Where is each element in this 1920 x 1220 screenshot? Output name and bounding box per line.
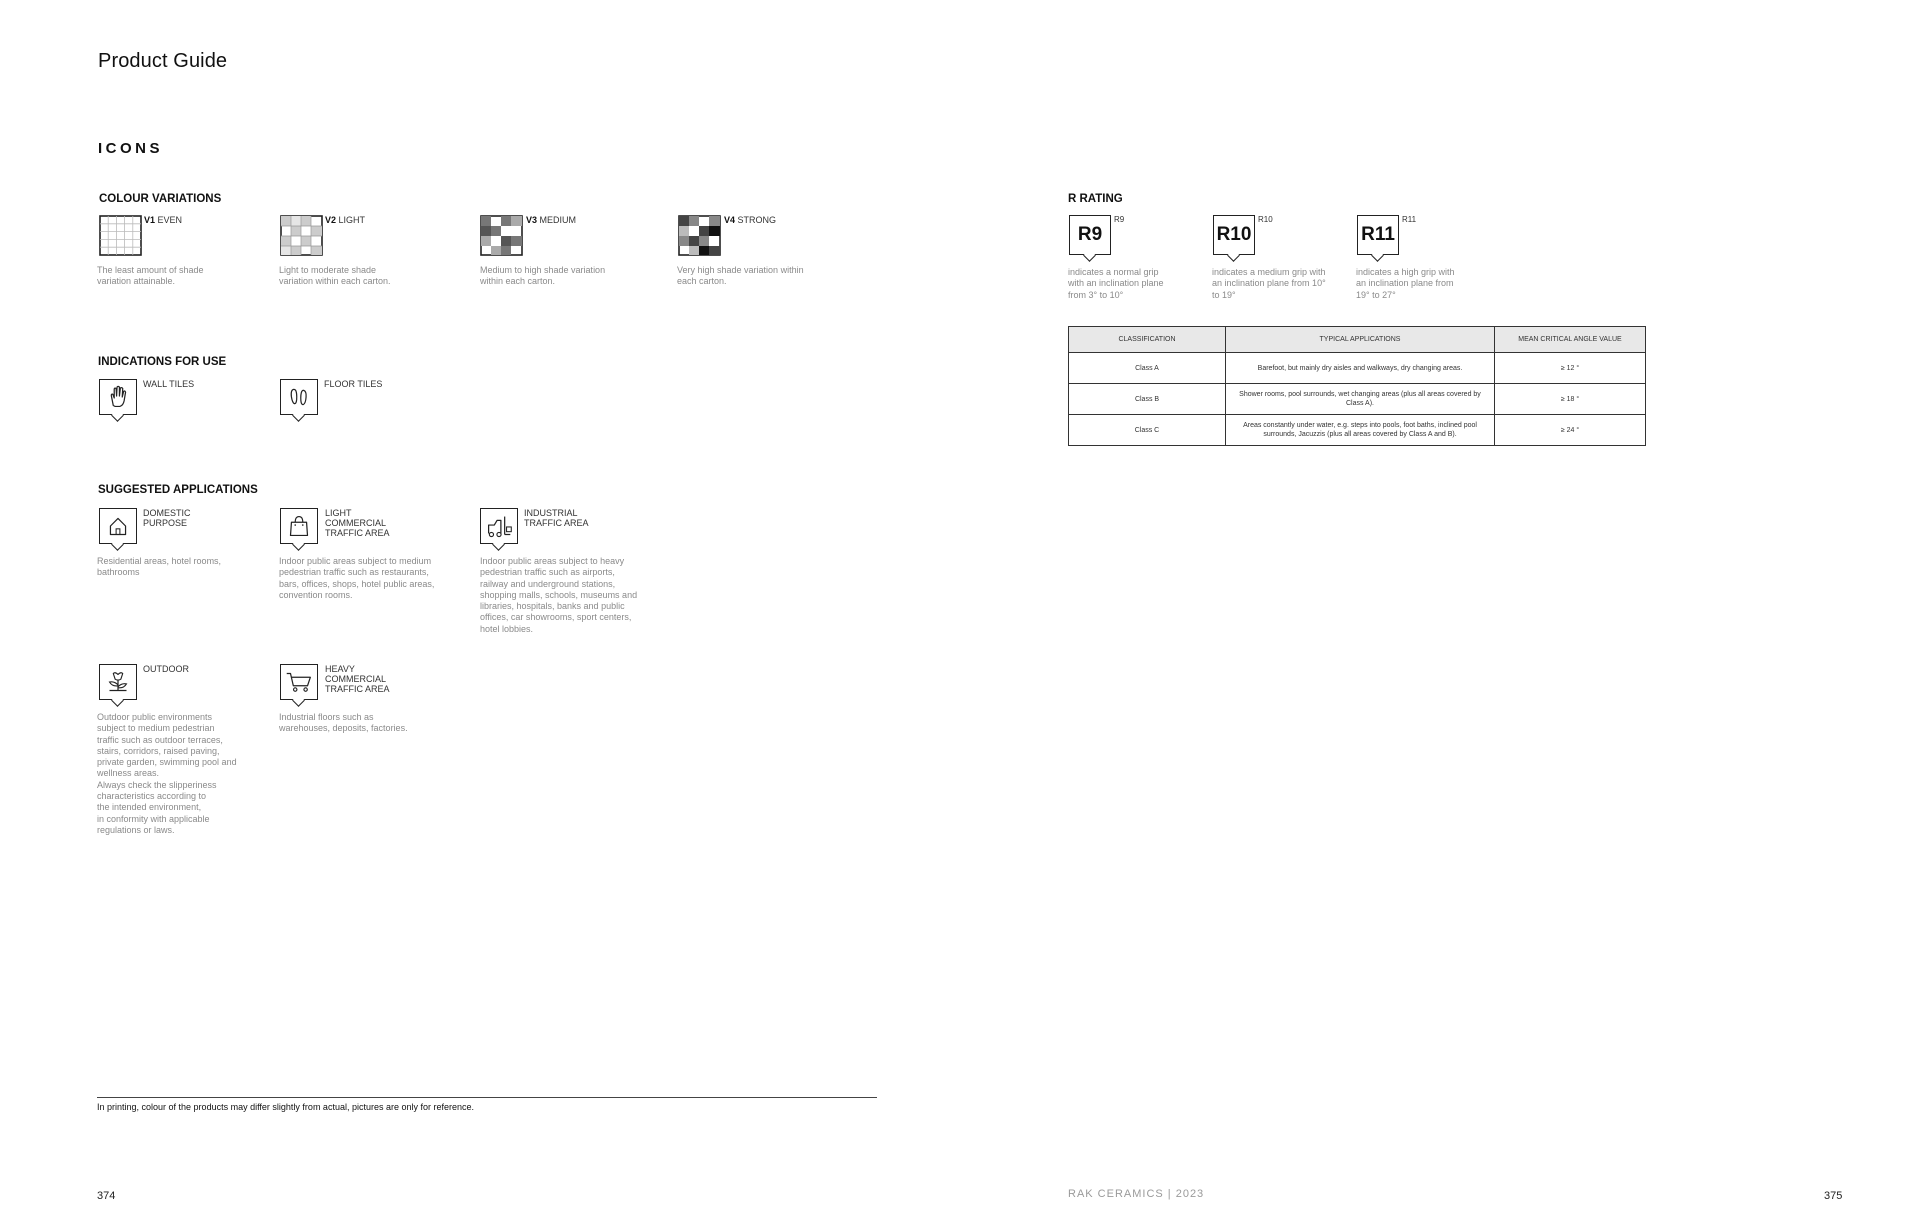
- industrial-label: INDUSTRIAL TRAFFIC AREA: [524, 508, 589, 528]
- v4-strong-icon: [678, 215, 722, 257]
- applications-cell: Shower rooms, pool surrounds, wet changing areas (plus all areas covered by Class A).: [1226, 384, 1495, 415]
- applications-cell: Areas constantly under water, e.g. steps into pools, foot baths, inclined pool surrounds, Jacuzzis (plus all areas covered by Class A and B).: [1226, 415, 1495, 446]
- r11-description: indicates a high grip with an inclination plane from 19° to 27°: [1356, 267, 1455, 300]
- r10-description: indicates a medium grip with an inclination plane from 10° to 19°: [1212, 267, 1326, 300]
- v3-label: V3 MEDIUM: [526, 215, 577, 225]
- left-page-number: 374: [97, 1190, 116, 1202]
- v1-even-icon: [99, 215, 143, 257]
- heavy-commercial-label: HEAVY COMMERCIAL TRAFFIC AREA: [325, 664, 390, 694]
- footer-divider: [97, 1097, 877, 1098]
- indications-heading: INDICATIONS FOR USE: [98, 356, 227, 368]
- shopping-bag-icon: [280, 508, 318, 544]
- brand-footer: RAK CERAMICS | 2023: [1068, 1188, 1205, 1200]
- v2-light-icon: [280, 215, 324, 257]
- r10-sup: R10: [1258, 215, 1273, 224]
- hand-icon: [99, 379, 137, 415]
- footprints-icon: [280, 379, 318, 415]
- angle-cell: ≥ 12 °: [1495, 353, 1646, 384]
- class-cell: Class C: [1069, 415, 1226, 446]
- v2-label: V2 LIGHT: [325, 215, 366, 225]
- r11-sup: R11: [1402, 215, 1417, 224]
- floor-tiles-label: FLOOR TILES: [324, 379, 383, 389]
- v1-description: The least amount of shade variation attainable.: [97, 265, 204, 287]
- shopping-cart-icon: [280, 664, 318, 700]
- wall-tiles-label: WALL TILES: [143, 379, 195, 389]
- class-cell: Class B: [1069, 384, 1226, 415]
- v4-description: Very high shade variation within each carton.: [677, 265, 804, 287]
- house-icon: [99, 508, 137, 544]
- header-mean-critical-angle: MEAN CRITICAL ANGLE VALUE: [1495, 327, 1646, 353]
- r11-badge: R11: [1357, 215, 1399, 255]
- table-row: [1069, 353, 1646, 384]
- domestic-label: DOMESTIC PURPOSE: [143, 508, 191, 528]
- applications-cell: Barefoot, but mainly dry aisles and walkways, dry changing areas.: [1226, 353, 1495, 384]
- plant-icon: [99, 664, 137, 700]
- v1-label: V1 EVEN: [144, 215, 183, 225]
- light-commercial-description: Indoor public areas subject to medium pedestrian traffic such as restaurants, bars, offices, shops, hotel public areas, convention rooms.: [279, 556, 435, 600]
- angle-cell: ≥ 18 °: [1495, 384, 1646, 415]
- angle-cell: ≥ 24 °: [1495, 415, 1646, 446]
- class-cell: Class A: [1069, 353, 1226, 384]
- right-page-number: 375: [1824, 1190, 1843, 1202]
- table-row: [1069, 384, 1646, 415]
- v3-description: Medium to high shade variation within each carton.: [480, 265, 606, 287]
- v3-medium-icon: [480, 215, 524, 257]
- section-heading: ICONS: [98, 140, 164, 157]
- r10-badge: R10: [1213, 215, 1255, 255]
- table-header-row: [1069, 327, 1646, 353]
- header-classification: CLASSIFICATION: [1069, 327, 1226, 353]
- v4-label: V4 STRONG: [724, 215, 777, 225]
- outdoor-description: Outdoor public environments subject to medium pedestrian traffic such as outdoor terraces, stairs, corridors, raised paving, private garden, swimming pool and wellness areas. Always check the slipperiness characteristics according to the intended environment, in conformity with applicable regulations or laws.: [97, 712, 237, 835]
- r9-badge: R9: [1069, 215, 1111, 255]
- forklift-icon: [480, 508, 518, 544]
- outdoor-label: OUTDOOR: [143, 664, 189, 674]
- r-rating-heading: R RATING: [1068, 193, 1123, 205]
- header-typical-applications: TYPICAL APPLICATIONS: [1226, 327, 1495, 353]
- footer-note: In printing, colour of the products may differ slightly from actual, pictures are only for reference.: [97, 1102, 475, 1112]
- table-row: [1069, 415, 1646, 446]
- r9-description: indicates a normal grip with an inclination plane from 3° to 10°: [1068, 267, 1164, 300]
- domestic-description: Residential areas, hotel rooms, bathrooms: [97, 556, 222, 578]
- classification-table: [1068, 326, 1646, 446]
- colour-variations-heading: COLOUR VARIATIONS: [99, 193, 222, 205]
- light-commercial-label: LIGHT COMMERCIAL TRAFFIC AREA: [325, 508, 390, 538]
- industrial-description: Indoor public areas subject to heavy pedestrian traffic such as airports, railway and underground stations, shopping malls, schools, museums and libraries, hospitals, banks and public offices, car showrooms, sport centers, hotel lobbies.: [480, 556, 638, 634]
- page-title: Product Guide: [98, 50, 228, 72]
- applications-heading: SUGGESTED APPLICATIONS: [98, 484, 258, 496]
- heavy-commercial-description: Industrial floors such as warehouses, deposits, factories.: [279, 712, 408, 734]
- r9-sup: R9: [1114, 215, 1125, 224]
- v2-description: Light to moderate shade variation within each carton.: [279, 265, 391, 287]
